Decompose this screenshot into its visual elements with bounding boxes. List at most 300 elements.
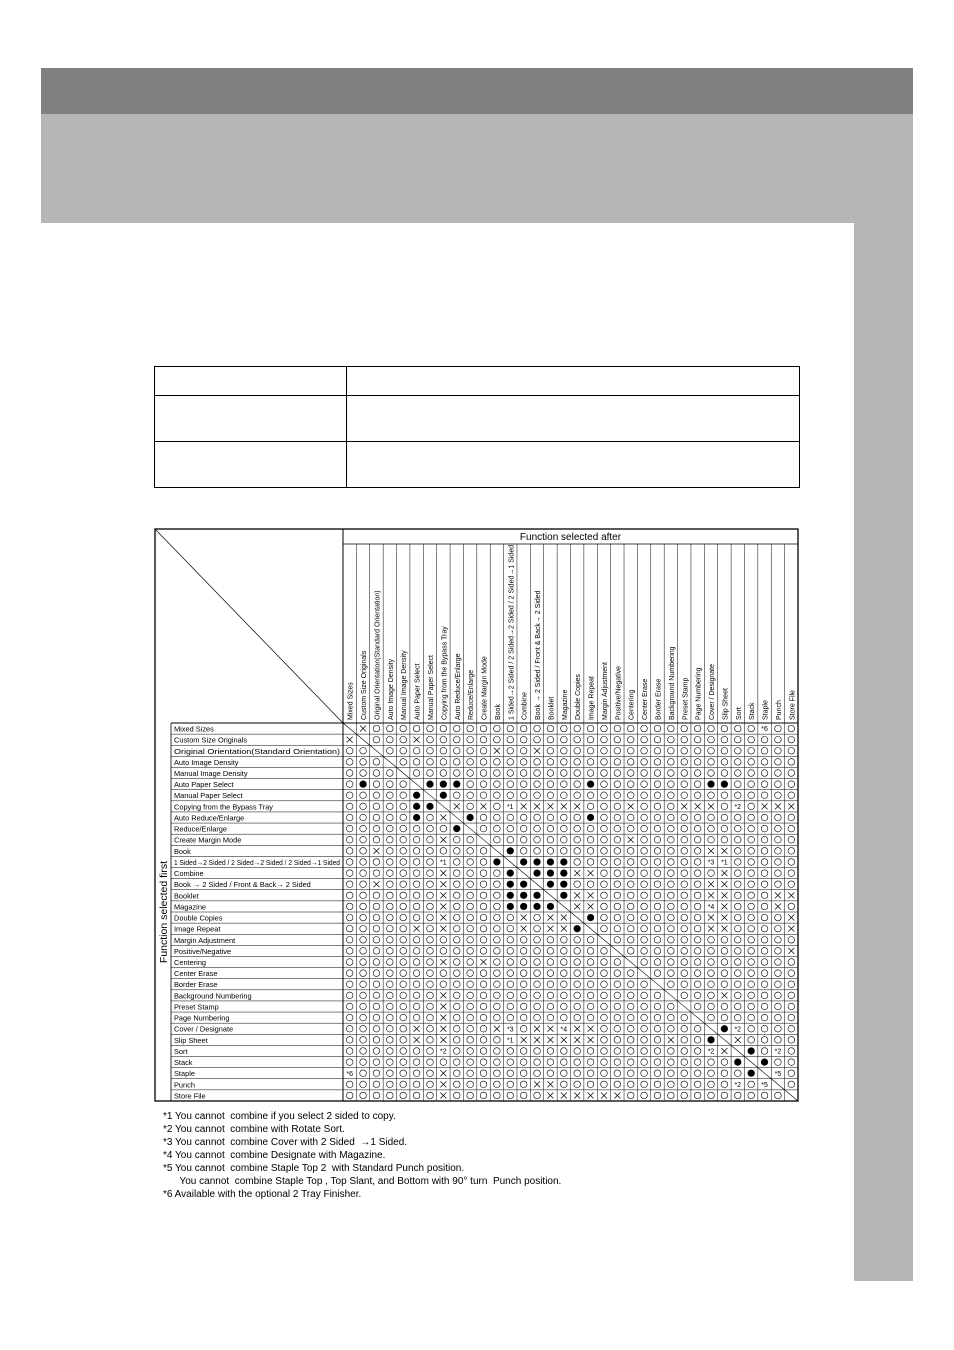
cell-possible <box>400 970 407 977</box>
cell-possible <box>494 948 501 955</box>
cell-possible <box>614 848 621 855</box>
cell-possible <box>694 792 701 799</box>
cell-possible <box>373 1081 380 1088</box>
column-header: Book → 2 Sided / Front & Back→ 2 Sided <box>535 590 543 720</box>
cell-possible <box>668 859 675 866</box>
cell-possible <box>681 770 688 777</box>
footnotes <box>163 1110 561 1201</box>
cell-possible <box>520 1070 527 1077</box>
column-header: Auto Reduce/Enlarge <box>454 653 462 720</box>
cell-possible <box>627 770 634 777</box>
cell-possible <box>360 970 367 977</box>
cell-possible <box>400 881 407 888</box>
cell-possible <box>494 814 501 821</box>
cell-priority <box>547 881 554 888</box>
cell-possible <box>614 814 621 821</box>
cell-possible <box>427 814 434 821</box>
cell-possible <box>761 1092 768 1099</box>
cell-possible <box>561 792 568 799</box>
cell-priority <box>761 1058 768 1065</box>
cell-possible <box>467 870 474 877</box>
cell-possible <box>400 959 407 966</box>
cell-possible <box>574 814 581 821</box>
cell-possible <box>494 1003 501 1010</box>
cell-possible <box>507 1081 514 1088</box>
cell-possible <box>534 1014 541 1021</box>
cell-possible <box>507 992 514 999</box>
cell-possible <box>413 992 420 999</box>
cell-possible <box>614 792 621 799</box>
cell-possible <box>547 770 554 777</box>
cell-possible <box>387 948 394 955</box>
cell-possible <box>453 892 460 899</box>
row-header: Manual Image Density <box>174 768 248 778</box>
cell-possible <box>400 1081 407 1088</box>
cell-possible <box>601 859 608 866</box>
cell-possible <box>453 959 460 966</box>
cell-possible <box>574 1070 581 1077</box>
cell-possible <box>694 814 701 821</box>
cell-possible <box>400 792 407 799</box>
cell-possible <box>668 892 675 899</box>
cell-possible <box>427 892 434 899</box>
cell-possible <box>520 825 527 832</box>
column-header: Combine <box>521 691 529 720</box>
cell-possible <box>574 836 581 843</box>
cell-possible <box>507 736 514 743</box>
row-header: Manual Paper Select <box>174 791 243 801</box>
column-header: Manual Paper Select <box>427 655 435 720</box>
cell-possible <box>775 992 782 999</box>
cell-possible <box>360 981 367 988</box>
cell-possible <box>400 736 407 743</box>
cell-possible <box>561 825 568 832</box>
cell-possible <box>427 992 434 999</box>
cell-possible <box>668 836 675 843</box>
cell-possible <box>601 770 608 777</box>
cell-diagonal <box>397 767 410 778</box>
cell-possible <box>748 1092 755 1099</box>
cell-possible <box>748 859 755 866</box>
cell-possible <box>761 1048 768 1055</box>
cell-possible <box>413 825 420 832</box>
cell-possible <box>413 859 420 866</box>
cell-possible <box>427 770 434 777</box>
cell-possible <box>467 936 474 943</box>
cell-possible <box>788 725 795 732</box>
cell-possible <box>453 1025 460 1032</box>
cell-possible <box>494 792 501 799</box>
cell-possible <box>641 848 648 855</box>
cell-possible <box>494 925 501 932</box>
cell-possible <box>748 870 755 877</box>
cell-possible <box>654 747 661 754</box>
cell-possible <box>601 803 608 810</box>
cell-possible <box>427 903 434 910</box>
cell-possible <box>574 1003 581 1010</box>
cell-possible <box>574 970 581 977</box>
cell-possible <box>387 781 394 788</box>
cell-possible <box>641 747 648 754</box>
cell-possible <box>614 836 621 843</box>
cell-possible <box>734 1092 741 1099</box>
cell-possible <box>453 992 460 999</box>
cell-possible <box>614 881 621 888</box>
cell-possible <box>360 870 367 877</box>
row-header: 1 Sided→2 Sided / 2 Sided→2 Sided / 2 Sided→1 Sided <box>174 857 340 867</box>
cell-possible <box>427 825 434 832</box>
cell-possible <box>721 770 728 777</box>
cell-possible <box>627 814 634 821</box>
cell-possible <box>467 736 474 743</box>
cell-possible <box>534 1070 541 1077</box>
cell-possible <box>467 859 474 866</box>
cell-possible <box>587 859 594 866</box>
cell-possible <box>467 1037 474 1044</box>
cell-possible <box>440 1059 447 1066</box>
cell-possible <box>681 914 688 921</box>
cell-note: *5 <box>761 1081 768 1089</box>
row-header: Preset Stamp <box>174 1002 219 1012</box>
cell-possible <box>775 1092 782 1099</box>
cell-possible <box>788 1037 795 1044</box>
cell-possible <box>507 792 514 799</box>
cell-possible <box>721 814 728 821</box>
cell-possible <box>413 770 420 777</box>
cell-possible <box>547 836 554 843</box>
cell-possible <box>708 959 715 966</box>
cell-possible <box>668 792 675 799</box>
cell-possible <box>681 1037 688 1044</box>
cell-possible <box>641 1014 648 1021</box>
cell-possible <box>427 859 434 866</box>
cell-possible <box>748 803 755 810</box>
cell-possible <box>601 948 608 955</box>
cell-possible <box>574 848 581 855</box>
cell-possible <box>467 992 474 999</box>
cell-possible <box>734 770 741 777</box>
cell-possible <box>614 859 621 866</box>
cell-possible <box>627 1037 634 1044</box>
cell-possible <box>627 736 634 743</box>
cell-possible <box>547 759 554 766</box>
cell-possible <box>614 903 621 910</box>
cell-possible <box>534 925 541 932</box>
cell-possible <box>694 1059 701 1066</box>
cell-possible <box>721 1081 728 1088</box>
cell-possible <box>654 992 661 999</box>
cell-possible <box>761 747 768 754</box>
cell-possible <box>387 903 394 910</box>
cell-possible <box>748 1037 755 1044</box>
cell-possible <box>694 759 701 766</box>
cell-possible <box>681 1025 688 1032</box>
cell-possible <box>360 848 367 855</box>
cell-possible <box>708 792 715 799</box>
row-header: Punch <box>174 1080 195 1090</box>
cell-possible <box>748 770 755 777</box>
cell-possible <box>681 1070 688 1077</box>
cell-possible <box>587 992 594 999</box>
cell-possible <box>668 736 675 743</box>
row-header: Stack <box>174 1058 193 1068</box>
cell-possible <box>480 725 487 732</box>
function-after-label: Function selected after <box>519 532 622 543</box>
cell-possible <box>387 848 394 855</box>
cell-possible <box>708 1014 715 1021</box>
cell-possible <box>654 736 661 743</box>
cell-possible <box>400 859 407 866</box>
cell-possible <box>641 1081 648 1088</box>
cell-possible <box>346 759 353 766</box>
cell-possible <box>346 1092 353 1099</box>
cell-possible <box>694 1025 701 1032</box>
cell-priority <box>748 1070 755 1077</box>
cell-diagonal <box>544 890 557 901</box>
cell-possible <box>748 792 755 799</box>
cell-possible <box>494 1081 501 1088</box>
cell-note: *2 <box>734 803 742 811</box>
cell-possible <box>360 770 367 777</box>
cell-possible <box>708 1059 715 1066</box>
cell-possible <box>734 992 741 999</box>
cell-possible <box>788 903 795 910</box>
cell-possible <box>346 792 353 799</box>
cell-priority <box>507 869 514 876</box>
footnote: *4 You cannot combine Designate with Magazine. <box>163 1150 386 1161</box>
cell-possible <box>654 1092 661 1099</box>
cell-possible <box>708 992 715 999</box>
cell-possible <box>775 836 782 843</box>
row-header: Centering <box>174 957 207 967</box>
cell-diagonal <box>678 1001 691 1012</box>
cell-possible <box>453 903 460 910</box>
cell-possible <box>681 892 688 899</box>
cell-possible <box>413 948 420 955</box>
cell-possible <box>748 948 755 955</box>
cell-possible <box>788 859 795 866</box>
cell-possible <box>480 825 487 832</box>
row-header: Create Margin Mode <box>174 835 242 845</box>
cell-possible <box>360 925 367 932</box>
cell-possible <box>427 959 434 966</box>
cell-possible <box>734 959 741 966</box>
cell-possible <box>346 992 353 999</box>
cell-possible <box>440 936 447 943</box>
cell-possible <box>360 859 367 866</box>
cell-possible <box>654 814 661 821</box>
cell-possible <box>534 936 541 943</box>
cell-priority <box>413 792 420 799</box>
cell-diagonal <box>423 790 436 801</box>
cell-possible <box>614 770 621 777</box>
cell-possible <box>721 981 728 988</box>
cell-possible <box>788 814 795 821</box>
cell-possible <box>627 981 634 988</box>
cell-possible <box>427 981 434 988</box>
cell-possible <box>708 770 715 777</box>
cell-possible <box>654 1025 661 1032</box>
cell-priority <box>413 803 420 810</box>
cell-possible <box>507 925 514 932</box>
cell-possible <box>373 981 380 988</box>
cell-possible <box>668 825 675 832</box>
cell-possible <box>467 1025 474 1032</box>
cell-possible <box>387 1059 394 1066</box>
cell-possible <box>507 1003 514 1010</box>
cell-possible <box>694 725 701 732</box>
cell-possible <box>614 1037 621 1044</box>
cell-possible <box>534 736 541 743</box>
cell-possible <box>360 1003 367 1010</box>
cell-possible <box>494 1014 501 1021</box>
cell-possible <box>614 1014 621 1021</box>
cell-possible <box>587 970 594 977</box>
cell-possible <box>734 859 741 866</box>
cell-possible <box>413 959 420 966</box>
cell-possible <box>668 881 675 888</box>
cell-possible <box>561 770 568 777</box>
cell-possible <box>627 1003 634 1010</box>
cell-priority <box>507 903 514 910</box>
cell-possible <box>601 881 608 888</box>
cell-possible <box>668 870 675 877</box>
cell-priority <box>440 792 447 799</box>
column-header: Staple <box>762 700 770 720</box>
row-header: Store File <box>174 1091 206 1101</box>
cell-possible <box>480 792 487 799</box>
cell-possible <box>601 736 608 743</box>
cell-possible <box>614 1081 621 1088</box>
cell-possible <box>547 948 554 955</box>
cell-possible <box>534 725 541 732</box>
cell-possible <box>788 825 795 832</box>
cell-possible <box>654 870 661 877</box>
cell-possible <box>775 1059 782 1066</box>
cell-possible <box>654 914 661 921</box>
cell-possible <box>708 936 715 943</box>
cell-note: *2 <box>734 1081 742 1089</box>
cell-possible <box>400 814 407 821</box>
row-header: Image Repeat <box>174 924 221 934</box>
cell-possible <box>360 948 367 955</box>
cell-possible <box>494 1037 501 1044</box>
cell-priority <box>560 858 567 865</box>
cell-possible <box>761 870 768 877</box>
cell-possible <box>480 770 487 777</box>
cell-possible <box>708 970 715 977</box>
cell-possible <box>453 870 460 877</box>
column-header: Auto Image Density <box>387 658 395 720</box>
cell-possible <box>614 925 621 932</box>
cell-possible <box>494 836 501 843</box>
cell-possible <box>387 959 394 966</box>
cell-possible <box>775 959 782 966</box>
cell-possible <box>694 903 701 910</box>
cell-possible <box>507 914 514 921</box>
cell-possible <box>400 1059 407 1066</box>
cell-possible <box>627 1081 634 1088</box>
row-header: Positive/Negative <box>174 946 232 956</box>
cell-possible <box>360 881 367 888</box>
cell-possible <box>400 1092 407 1099</box>
column-header: Center Erase <box>642 678 650 720</box>
cell-possible <box>788 1003 795 1010</box>
cell-possible <box>440 948 447 955</box>
cell-possible <box>547 1003 554 1010</box>
cell-possible <box>494 770 501 777</box>
column-header: Auto Paper Select <box>414 663 422 720</box>
row-header: Booklet <box>174 891 199 901</box>
cell-possible <box>387 925 394 932</box>
cell-possible <box>641 1070 648 1077</box>
cell-possible <box>494 759 501 766</box>
column-header: Reduce/Enlarge <box>468 669 476 720</box>
cell-possible <box>494 1070 501 1077</box>
cell-note: *6 <box>346 1070 354 1078</box>
cell-possible <box>587 1070 594 1077</box>
column-header: Border Erase <box>655 678 663 720</box>
cell-possible <box>561 970 568 977</box>
cell-possible <box>561 948 568 955</box>
cell-possible <box>681 992 688 999</box>
cell-diagonal <box>571 912 584 923</box>
cell-diagonal <box>597 934 610 945</box>
cell-possible <box>561 848 568 855</box>
cell-possible <box>400 1025 407 1032</box>
cell-possible <box>641 792 648 799</box>
cell-possible <box>453 747 460 754</box>
cell-possible <box>721 970 728 977</box>
cell-possible <box>373 936 380 943</box>
column-header: Page Numbering <box>695 667 703 720</box>
cell-possible <box>346 747 353 754</box>
cell-possible <box>627 725 634 732</box>
cell-possible <box>373 1048 380 1055</box>
cell-possible <box>387 736 394 743</box>
cell-priority <box>520 892 527 899</box>
cell-possible <box>601 1014 608 1021</box>
cell-possible <box>534 948 541 955</box>
cell-possible <box>681 1092 688 1099</box>
cell-possible <box>427 914 434 921</box>
cell-possible <box>614 1003 621 1010</box>
cell-possible <box>453 1092 460 1099</box>
cell-possible <box>360 892 367 899</box>
cell-possible <box>574 781 581 788</box>
cell-possible <box>574 1014 581 1021</box>
cell-possible <box>360 1014 367 1021</box>
cell-possible <box>360 903 367 910</box>
cell-possible <box>641 948 648 955</box>
cell-possible <box>507 981 514 988</box>
cell-possible <box>387 870 394 877</box>
cell-possible <box>601 836 608 843</box>
cell-possible <box>373 803 380 810</box>
cell-possible <box>574 936 581 943</box>
cell-possible <box>654 959 661 966</box>
cell-possible <box>467 1048 474 1055</box>
cell-possible <box>627 914 634 921</box>
cell-possible <box>427 1048 434 1055</box>
cell-note: *3 <box>506 1026 514 1034</box>
row-header: Original Orientation(Standard Orientation) <box>174 746 340 756</box>
cell-possible <box>574 981 581 988</box>
cell-possible <box>480 970 487 977</box>
cell-possible <box>601 848 608 855</box>
cell-diagonal <box>437 801 450 812</box>
cell-possible <box>614 970 621 977</box>
